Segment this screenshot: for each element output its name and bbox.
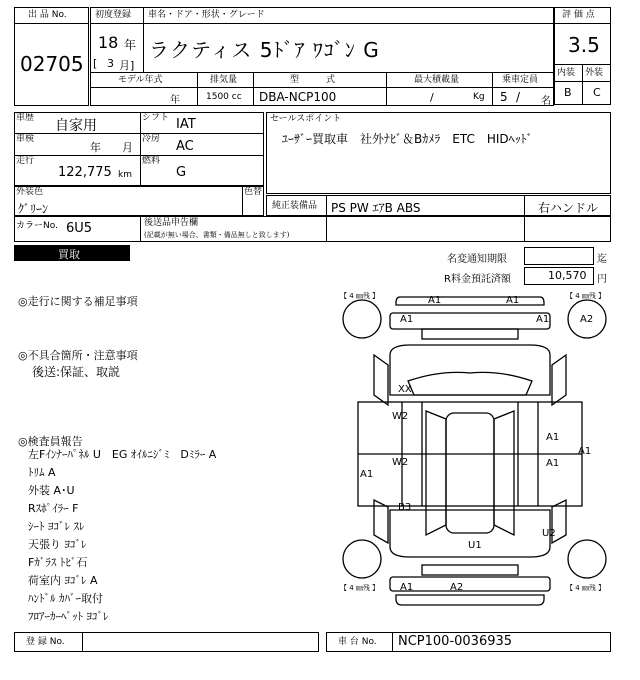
name-change-label: 名変通知期限: [447, 254, 507, 265]
ext-color-box: [14, 186, 264, 216]
inspector-report-list: [28, 446, 328, 626]
sales-point-label: セールスポイント: [270, 114, 342, 124]
first-reg-month: 3: [107, 57, 114, 70]
overall-score: 3.5: [568, 33, 600, 57]
post-delivery-note: (記載が無い場合、書類・備品無しと致します): [144, 231, 290, 239]
recycle-label: R料金預託済額: [444, 274, 511, 285]
mark-front-lower-right: A1: [536, 314, 550, 325]
mileage: 122,775: [58, 165, 112, 180]
color-no: 6U5: [66, 221, 93, 236]
tire-front-left: 【 4 ㎜残 】: [340, 292, 380, 300]
driving-notes-heading: ◎走行に関する補足事項: [18, 295, 138, 308]
exterior-label: 外装: [585, 68, 604, 78]
mileage-unit: km: [118, 170, 132, 180]
mark-left-side: A1: [360, 469, 374, 480]
chassis-number: NCP100-0036935: [398, 634, 513, 649]
mark-right-front-door: A1: [546, 432, 560, 443]
recycle-amount: 10,570: [548, 269, 587, 282]
inspection-label: 車検: [16, 134, 35, 144]
mark-rear-bumper-mid: A2: [450, 582, 464, 593]
displacement-label: 排気量: [210, 75, 238, 85]
inspector-line: 左Fｲﾝﾅｰﾊﾟﾈﾙ U EG ｵｲﾙﾆｼﾞﾐ Dﾐﾗｰ A: [28, 448, 217, 461]
car-name-label: 車名・ドア・形状・グレード: [148, 10, 265, 20]
ext-color-label: 外装色: [16, 187, 44, 197]
inspector-line: 荷室内 ﾖｺﾞﾚ A: [28, 574, 98, 587]
capacity-label: 乗車定員: [502, 75, 539, 85]
tire-rear-right: 【 4 ㎜残 】: [566, 584, 606, 592]
color-change-label: 色替: [244, 187, 263, 197]
inspector-line: 外装 A･U: [28, 484, 75, 497]
shift-label: シフト: [142, 113, 170, 123]
model-year-label: モデル年式: [118, 75, 163, 85]
mark-right-rear-door: A1: [546, 458, 560, 469]
mark-front-lower-left: A1: [400, 314, 414, 325]
first-registration-label: 初度登録: [95, 10, 132, 20]
mark-hood-left: XX: [398, 384, 412, 395]
mark-right-side: A1: [578, 446, 592, 457]
history-label: 車歴: [16, 113, 35, 123]
first-reg-year: 18: [98, 33, 119, 52]
inspection-month: 月: [122, 141, 133, 154]
inspection-year: 年: [90, 141, 101, 154]
chassis-label: 車 台 No.: [338, 637, 377, 647]
shift: IAT: [176, 117, 196, 132]
equipment-label: 純正装備品: [272, 201, 318, 211]
first-reg-month-open: [: [93, 57, 98, 70]
fuel-label: 燃料: [142, 156, 161, 166]
defects-line: 後送:保証、取説: [32, 365, 121, 379]
type-label: 型 式: [290, 75, 336, 85]
mark-left-front-door: W2: [392, 411, 409, 422]
tire-front-right: 【 4 ㎜残 】: [566, 292, 606, 300]
inspector-line: ｼｰﾄ ﾖｺﾞﾚ ｽﾚ: [28, 520, 85, 533]
color-no-label: カラーNo.: [16, 221, 58, 231]
name-change-unit: 迄: [597, 254, 607, 265]
details-left: [14, 112, 264, 186]
inspector-line: ﾌﾛｱｰｶｰﾍﾟｯﾄ ﾖｺﾞﾚ: [28, 610, 109, 623]
inspector-line: Rｽﾎﾟｲﾗｰ F: [28, 502, 79, 515]
mark-rear-bumper-left: A1: [400, 582, 414, 593]
car-name: ラクティス 5ﾄﾞｱ ﾜｺﾞﾝ G: [149, 38, 380, 62]
mileage-label: 走行: [16, 156, 35, 166]
ext-color: ｸﾞﾘｰﾝ: [18, 202, 49, 216]
name-change-deadline: [524, 247, 594, 265]
mark-left-rear-fender: B3: [398, 502, 412, 513]
purchase-label: 買取: [58, 248, 80, 261]
mark-front-bumper-left: A1: [428, 295, 442, 306]
inspector-line: ﾄﾘﾑ A: [28, 466, 56, 479]
inspector-heading: ◎検査員報告: [18, 435, 83, 448]
mark-left-rear-door: W2: [392, 457, 409, 468]
defects-heading: ◎不具合箇所・注意事項: [18, 349, 138, 362]
mark-front-bumper-right: A1: [506, 295, 520, 306]
vehicle-type: DBA-NCP100: [259, 90, 337, 104]
post-delivery-label: 後送品申告欄: [144, 218, 199, 228]
ac: AC: [176, 139, 194, 154]
mark-right-front-wheel: A2: [580, 314, 594, 325]
model-year-unit: 年: [170, 95, 180, 106]
mark-rear-gate: U1: [468, 540, 482, 551]
equipment: PS PW ｴｱB ABS: [331, 201, 421, 215]
fuel: G: [176, 165, 187, 180]
lot-number: 02705: [20, 52, 84, 76]
displacement: 1500 cc: [206, 92, 242, 102]
recycle-unit: 円: [597, 274, 607, 285]
interior-grade: B: [564, 86, 572, 99]
capacity: 5: [500, 90, 508, 104]
capacity-separator: /: [516, 90, 521, 104]
lot-number-label-text: 出 品 No.: [28, 10, 67, 20]
interior-label: 内装: [557, 68, 576, 78]
score-label: 評 価 点: [562, 10, 595, 20]
first-reg-month-unit: 月]: [119, 59, 135, 72]
tire-rear-left: 【 4 ㎜残 】: [340, 584, 380, 592]
steering: 右ハンドル: [538, 201, 599, 215]
registration-label: 登 録 No.: [26, 637, 65, 647]
inspector-line: ﾊﾝﾄﾞﾙ ｶﾊﾞｰ取付: [28, 592, 103, 605]
max-load-label: 最大積載量: [414, 75, 460, 85]
capacity-unit: 名: [541, 96, 551, 107]
max-load: /: [430, 91, 434, 104]
history: 自家用: [55, 118, 97, 134]
max-load-unit: Kg: [473, 92, 485, 102]
damage-diagram: [330, 285, 610, 625]
color-no-box: [14, 216, 611, 242]
first-reg-year-unit: 年: [124, 38, 137, 52]
ac-label: 冷房: [142, 134, 161, 144]
car-outline: [330, 285, 610, 625]
exterior-grade: C: [593, 86, 601, 99]
sales-point: ﾕｰｻﾞｰ買取車 社外ﾅﾋﾞ＆Bｶﾒﾗ ETC HIDﾍｯﾄﾞ: [282, 132, 533, 146]
inspector-line: Fｶﾞﾗｽ ﾄﾋﾞ石: [28, 556, 88, 569]
inspector-line: 天張り ﾖｺﾞﾚ: [28, 538, 87, 551]
mark-right-rear-fender: U2: [542, 528, 556, 539]
